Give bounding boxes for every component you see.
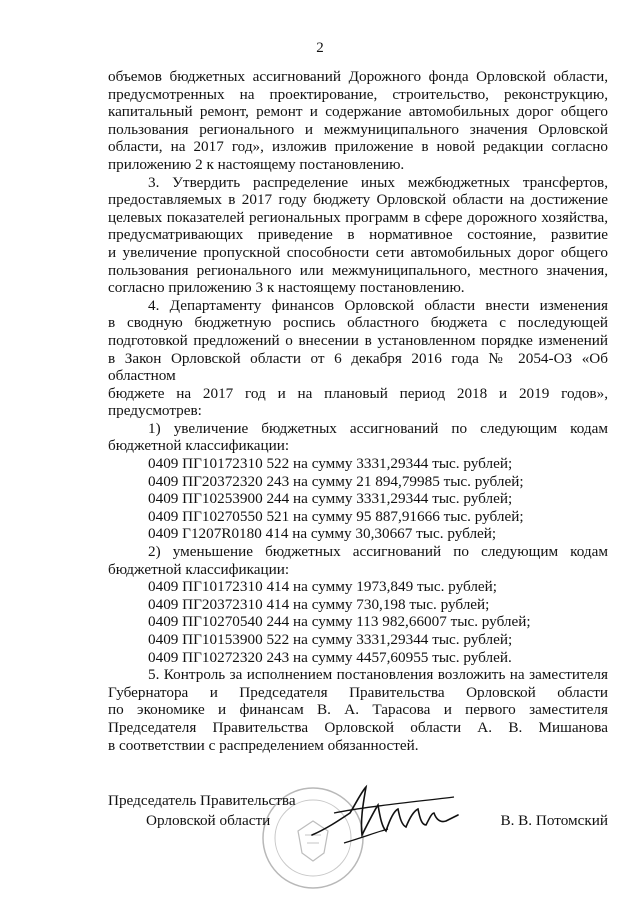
code-line: 0409 ПГ10253900 244 на сумму 3331,29344 тыс. рублей; [148, 490, 513, 508]
decrease-code-list [108, 578, 608, 666]
signature-block [108, 791, 608, 901]
text-line: предоставляемых в 2017 году бюджету Орловской области на достижение [108, 191, 608, 209]
text-line: бюджетной классификации: [108, 437, 290, 455]
text-line: области, на 2017 год», изложив приложение в новой редакции согласно [108, 138, 608, 156]
text-line: 1) увеличение бюджетных ассигнований по следующим кодам [148, 419, 608, 437]
text-line: в Закон Орловской области от 6 декабря 2016 года № 2054-ОЗ «Об областном [108, 349, 608, 385]
paragraph-item-4 [108, 297, 608, 420]
text-line: согласно приложению 3 к настоящему постановлению. [108, 279, 465, 297]
text-line: бюджетной классификации: [108, 560, 290, 578]
text-line: в сводную бюджетную роспись областного бюджета с последующей [108, 314, 608, 332]
paragraph-continuation [108, 68, 608, 174]
code-line: 0409 ПГ10272320 243 на сумму 4457,60955 тыс. рублей. [148, 648, 512, 666]
page-number: 2 [316, 40, 324, 56]
code-line: 0409 ПГ20372310 414 на сумму 730,198 тыс. рублей; [148, 595, 490, 613]
text-line: предусмотренных на проектирование, строительство, реконструкцию, [108, 85, 608, 103]
code-line: 0409 ПГ10153900 522 на сумму 3331,29344 тыс. рублей; [148, 631, 513, 648]
signatory-position-line1: Председатель Правительства [108, 792, 296, 809]
code-line: 0409 ПГ20372320 243 на сумму 21 894,79985 тыс. рублей; [148, 472, 524, 490]
subitem-decrease [108, 543, 608, 578]
text-line: капитальный ремонт, ремонт и содержание автомобильных дорог общего [108, 103, 608, 121]
text-line: Губернатора и Председателя Правительства Орловской области [108, 683, 608, 701]
text-line: и увеличение пропускной способности сети автомобильных дорог общего [108, 243, 608, 261]
code-line: 0409 Г1207R0180 414 на сумму 30,30667 тыс. рублей; [148, 525, 497, 543]
text-line: целевых показателей региональных программ в сфере дорожного хозяйства, [108, 208, 608, 226]
paragraph-item-5 [108, 666, 608, 754]
text-line: предусматривающих приведение в нормативное состояние, развитие [108, 226, 608, 244]
handwritten-signature [304, 783, 464, 853]
text-line: 5. Контроль за исполнением постановления возложить на заместителя [148, 666, 608, 684]
text-line: 3. Утвердить распределение иных межбюджетных трансфертов, [148, 173, 608, 191]
code-line: 0409 ПГ10270550 521 на сумму 95 887,91666 тыс. рублей; [148, 507, 524, 525]
increase-code-list [108, 455, 608, 543]
signatory-name: В. В. Потомский [500, 812, 608, 829]
code-line: 0409 ПГ10172310 414 на сумму 1973,849 тыс. рублей; [148, 578, 497, 596]
signatory-position-line2: Орловской области [146, 812, 271, 829]
text-line: в соответствии с распределением обязанностей. [108, 736, 419, 754]
text-line: 4. Департаменту финансов Орловской области внести изменения [148, 296, 608, 314]
document-body [108, 68, 608, 754]
code-line: 0409 ПГ10270540 244 на сумму 113 982,66007 тыс. рублей; [148, 613, 531, 631]
paragraph-item-3 [108, 174, 608, 297]
text-line: объемов бюджетных ассигнований Дорожного фонда Орловской области, [108, 68, 608, 85]
text-line: приложению 2 к настоящему постановлению. [108, 155, 405, 173]
text-line: Председателя Правительства Орловской области А. В. Мишанова [108, 718, 608, 736]
text-line: пользования регионального и межмуниципального значения Орловской [108, 120, 608, 138]
code-line: 0409 ПГ10172310 522 на сумму 3331,29344 тыс. рублей; [148, 455, 513, 473]
subitem-increase [108, 420, 608, 455]
text-line: предусмотрев: [108, 402, 202, 420]
text-line: подготовкой предложений о внесении в установленном порядке изменений [108, 331, 608, 349]
text-line: бюджете на 2017 год и на плановый период 2018 и 2019 годов», [108, 384, 608, 402]
text-line: 2) уменьшение бюджетных ассигнований по следующим кодам [148, 543, 608, 561]
text-line: по экономике и финансам В. А. Тарасова и первого заместителя [108, 701, 608, 719]
text-line: пользования регионального или межмуниципального, местного значения, [108, 261, 608, 279]
